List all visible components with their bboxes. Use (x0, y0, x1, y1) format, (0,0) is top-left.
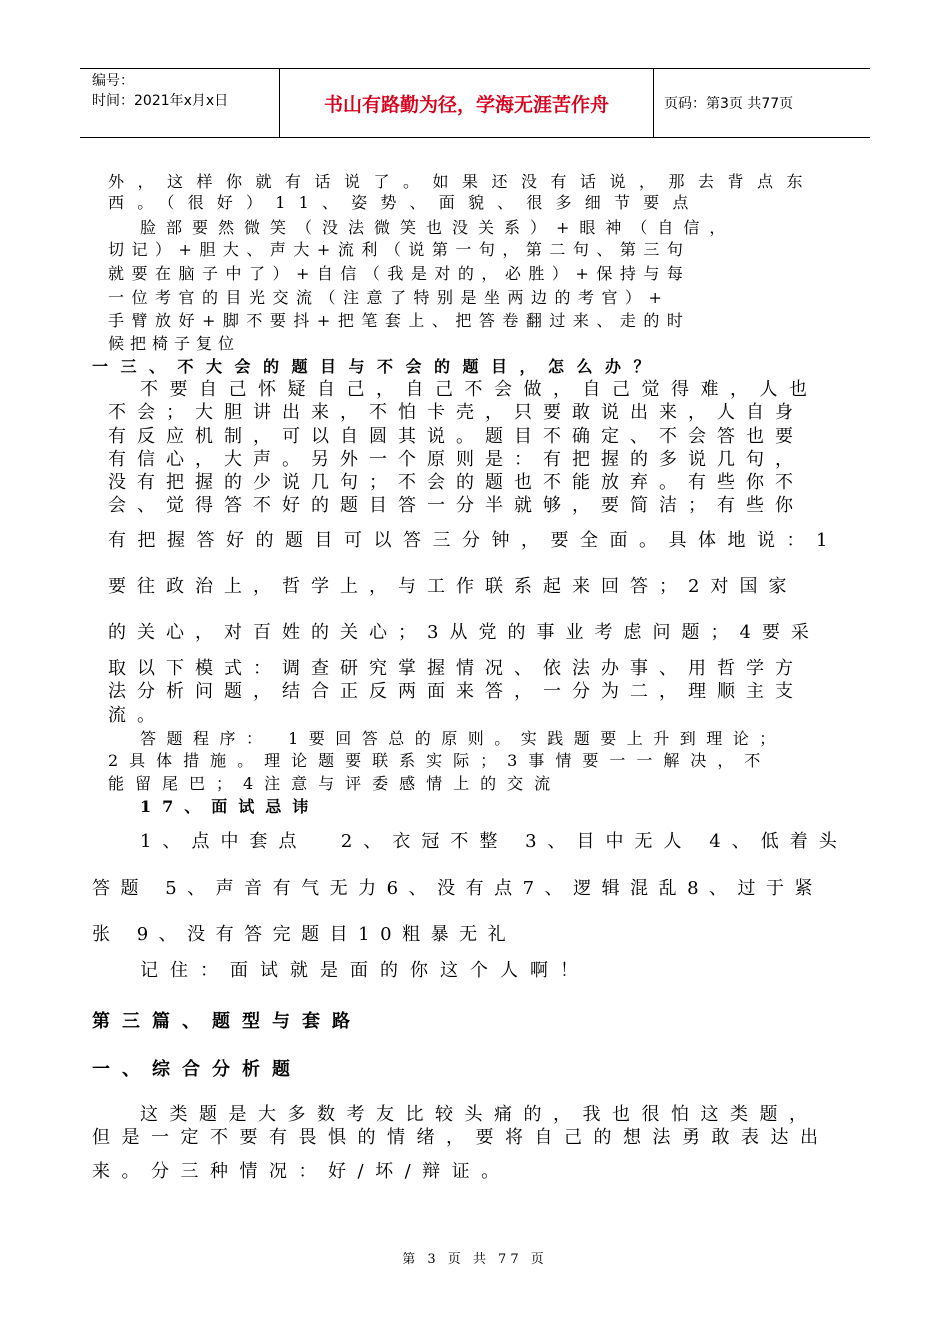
body-line: 一位考官的目光交流（注意了特别是坐两边的考官）+ (108, 288, 670, 307)
body-line: 切记）+胆大、声大+流利（说第一句，第二句、第三句 (108, 240, 691, 259)
header-motto: 书山有路勤为径，学海无涯苦作舟 (280, 69, 654, 137)
body-line: 不要自己怀疑自己，自己不会做，自己觉得难，人也 (140, 379, 819, 400)
body-line: 流。 (108, 705, 166, 726)
body-line: 但是一定不要有畏惧的情绪，要将自己的想法勇敢表达出 (92, 1127, 830, 1148)
chapter-heading: 第三篇、题型与套路 (92, 1011, 362, 1032)
body-line: 记住：面试就是面的你这个人啊！ (140, 960, 590, 981)
section-heading: 17、面试忌讳 (140, 797, 320, 816)
header-page-info: 页码：第3页 共77页 (664, 96, 794, 112)
section-heading: 一、综合分析题 (92, 1059, 302, 1080)
body-line: 法分析问题，结合正反两面来答，一分为二，理顺主支 (108, 681, 804, 702)
body-line: 张 9、没有答完题目10粗暴无礼 (92, 924, 517, 945)
header-table (80, 68, 870, 138)
body-line: 不会；大胆讲出来，不怕卡壳，只要敢说出来，人自身 (108, 402, 804, 423)
body-line: 有信心，大声。另外一个原则是：有把握的多说几句， (108, 449, 804, 470)
body-line: 这类题是大多数考友比较头痛的，我也很怕这类题， (140, 1104, 819, 1125)
page-footer: 第 3 页 共 77 页 (402, 1252, 548, 1267)
body-line: 能留尾巴；4注意与评委感情上的交流 (108, 774, 562, 793)
header-meta (80, 69, 280, 137)
body-line: 取以下模式：调查研究掌握情况、依法办事、用哲学方 (108, 658, 804, 679)
body-line: 要往政治上，哲学上，与工作联系起来回答；2对国家 (108, 576, 798, 597)
body-line: 有反应机制，可以自圆其说。题目不确定、不会答也要 (108, 426, 804, 447)
body-line: 会、觉得答不好的题目答一分半就够，要简洁；有些你 (108, 495, 804, 516)
body-line: 候把椅子复位 (108, 334, 241, 353)
date-label: 时间：2021年x月x日 (92, 93, 229, 109)
body-line: 答题 5、声音有气无力6、没有点7、逻辑混乱8、过于紧 (92, 878, 824, 899)
body-line: 2具体措施。理论题要联系实际；3事情要一一解决，不 (108, 751, 772, 770)
body-line: 没有把握的少说几句；不会的题也不能放弃。有些你不 (108, 472, 804, 493)
body-line: 西。（很好）11、姿势、面貌、很多细节要点 (108, 193, 702, 212)
body-line: 外，这样你就有话说了。如果还没有话说，那去背点东 (108, 172, 817, 191)
body-line: 就要在脑子中了）+自信（我是对的，必胜）+保持与每 (108, 264, 691, 283)
body-line: 答题程序： 1要回答总的原则。实践题要上升到理论； (140, 729, 786, 748)
body-line: 1、点中套点 2、衣冠不整 3、目中无人 4、低着头 (140, 831, 848, 852)
body-line: 有把握答好的题目可以答三分钟，要全面。具体地说：1 (108, 530, 839, 551)
body-line: 手臂放好+脚不要抖+把笔套上、把答卷翻过来、走的时 (108, 311, 691, 330)
number-label: 编号： (92, 73, 134, 89)
body-line: 的关心，对百姓的关心；3从党的事业考虑问题；4要采 (108, 622, 820, 643)
body-line: 来。分三种情况：好/坏/辩证。 (92, 1161, 511, 1182)
body-line: 脸部要然微笑（没法微笑也没关系）+眼神（自信， (140, 218, 736, 237)
section-heading: 一三、不大会的题目与不会的题目，怎么办？ (92, 357, 663, 376)
